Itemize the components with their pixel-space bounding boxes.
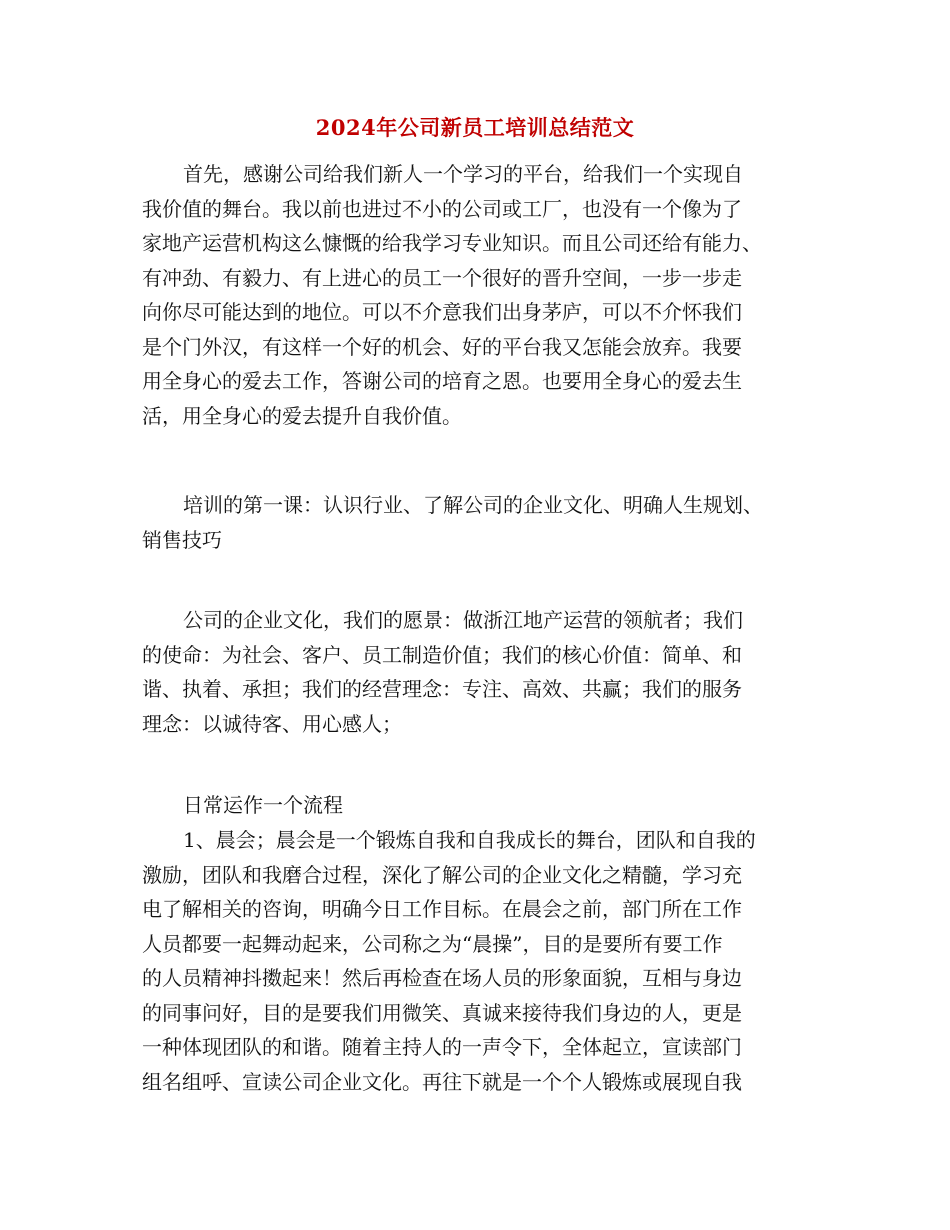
- text-line: 向你尽可能达到的地位。可以不介意我们出身茅庐，可以不介怀我们: [142, 300, 742, 324]
- text-line: 首先，感谢公司给我们新人一个学习的平台，给我们一个实现自: [183, 162, 743, 186]
- text-line: 激励，团队和我磨合过程，深化了解公司的企业文化之精髓，学习充: [142, 862, 742, 887]
- text-line: 用全身心的爱去工作，答谢公司的培育之恩。也要用全身心的爱去生: [142, 369, 742, 393]
- text-line: 理念：以诚待客、用心感人；: [142, 711, 402, 736]
- paragraph-daily-process-heading: [142, 788, 810, 823]
- text-line: 的人员精神抖擞起来！然后再检查在场人员的形象面貌，互相与身边: [142, 966, 742, 990]
- text-line: 组名组呼、宣读公司企业文化。再往下就是一个个人锻炼或展现自我: [142, 1069, 742, 1094]
- text-line: 人员都要一起舞动起来，公司称之为“晨操”，目的是要所有要工作: [142, 931, 723, 956]
- text-line: 是个门外汉，有这样一个好的机会、好的平台我又怎能会放弃。我要: [142, 334, 742, 359]
- text-line: 公司的企业文化，我们的愿景：做浙江地产运营的领航者；我们: [183, 608, 743, 632]
- text-line: 家地产运营机构这么慷慨的给我学习专业知识。而且公司还给有能力、: [142, 231, 762, 255]
- paragraph-morning-meeting: [142, 823, 810, 1099]
- text-line: 我价值的舞台。我以前也进过不小的公司或工厂，也没有一个像为了: [142, 196, 742, 221]
- paragraph-first-lesson: [142, 488, 810, 557]
- paragraph-thanks: [142, 157, 810, 433]
- text-line: 活，用全身心的爱去提升自我价值。: [142, 403, 462, 428]
- text-line: 销售技巧: [142, 527, 222, 552]
- text-line: 电了解相关的咨询，明确今日工作目标。在晨会之前，部门所在工作: [142, 897, 742, 921]
- paragraph-company-culture: [142, 603, 810, 741]
- text-line: 谐、执着、承担；我们的经营理念：专注、高效、共赢；我们的服务: [142, 677, 742, 701]
- text-line: 的使命：为社会、客户、员工制造价值；我们的核心价值：简单、和: [142, 642, 742, 667]
- text-line: 培训的第一课：认识行业、了解公司的企业文化、明确人生规划、: [183, 493, 763, 517]
- document-title: 2024年公司新员工培训总结范文: [315, 115, 635, 140]
- text-line: 的同事问好，目的是要我们用微笑、真诚来接待我们身边的人，更是: [142, 1000, 742, 1025]
- text-line: 一种体现团队的和谐。随着主持人的一声令下，全体起立，宣读部门: [142, 1035, 742, 1059]
- text-line: 日常运作一个流程: [183, 793, 343, 817]
- text-line: 1、晨会；晨会是一个锻炼自我和自我成长的舞台，团队和自我的: [183, 828, 756, 852]
- text-line: 有冲劲、有毅力、有上进心的员工一个很好的晋升空间，一步一步走: [142, 265, 742, 290]
